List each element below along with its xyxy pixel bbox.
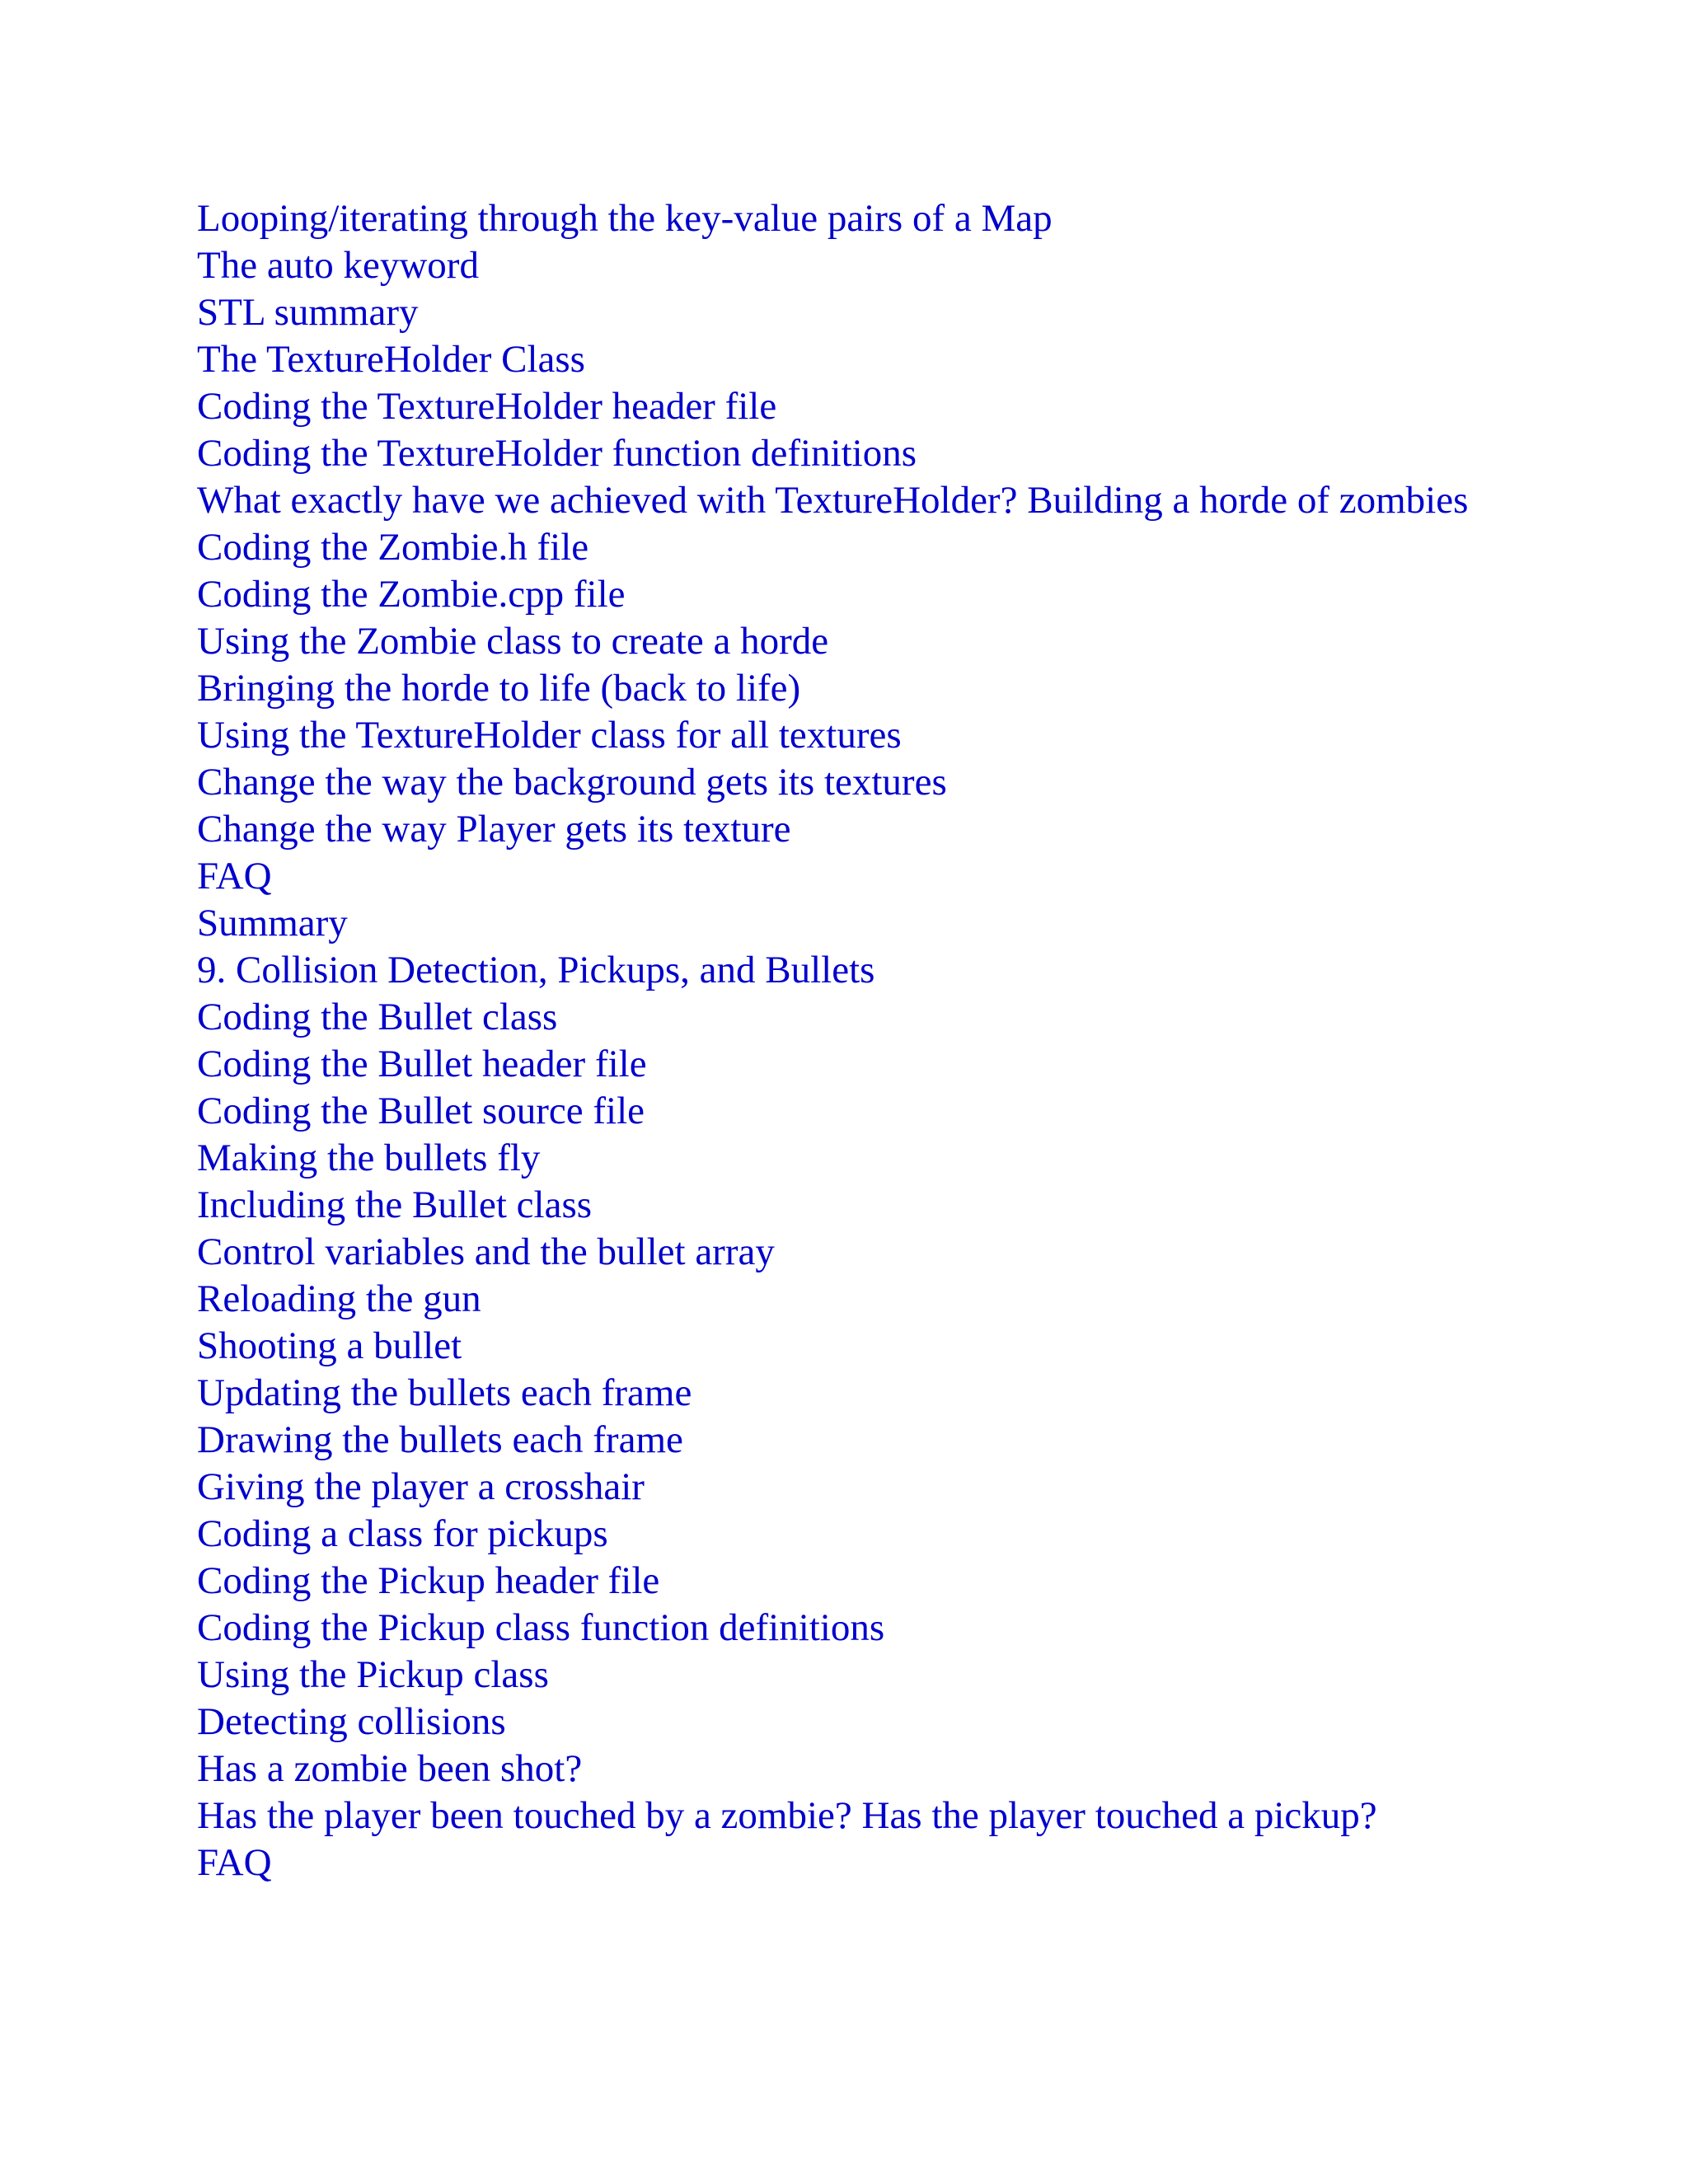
toc-link[interactable]: Coding the Bullet header file [197, 1043, 647, 1085]
toc-entry [197, 336, 1483, 383]
toc-entry [197, 1746, 1483, 1793]
toc-entry [197, 1840, 1483, 1886]
toc-entry [197, 1417, 1483, 1464]
toc-entry [197, 195, 1483, 242]
toc-link[interactable]: Summary [197, 902, 348, 944]
toc-link[interactable]: Including the Bullet class [197, 1183, 593, 1226]
toc-entry [197, 1088, 1483, 1135]
table-of-contents [197, 195, 1483, 1886]
toc-entry [197, 665, 1483, 712]
toc-link[interactable]: Using the Pickup class [197, 1653, 549, 1696]
toc-link[interactable]: Coding a class for pickups [197, 1512, 608, 1555]
toc-link[interactable]: Coding the TextureHolder function definitions [197, 432, 917, 475]
toc-entry [197, 900, 1483, 947]
toc-link[interactable]: The TextureHolder Class [197, 338, 585, 381]
toc-entry [197, 1793, 1483, 1840]
toc-link[interactable]: Change the way the background gets its textures [197, 761, 947, 804]
toc-entry [197, 289, 1483, 336]
toc-entry [197, 1135, 1483, 1182]
toc-link[interactable]: What exactly have we achieved with TextureHolder? Building a horde of zombies [197, 479, 1469, 522]
toc-entry [197, 1323, 1483, 1370]
toc-link[interactable]: Updating the bullets each frame [197, 1371, 692, 1414]
toc-link[interactable]: STL summary [197, 291, 419, 334]
toc-entry [197, 1652, 1483, 1699]
toc-link[interactable]: Control variables and the bullet array [197, 1230, 775, 1273]
toc-entry [197, 1041, 1483, 1088]
toc-link[interactable]: Coding the Pickup class function definitions [197, 1606, 885, 1649]
toc-entry [197, 806, 1483, 853]
toc-entry [197, 712, 1483, 759]
toc-entry [197, 618, 1483, 665]
toc-entry [197, 1511, 1483, 1558]
toc-entry [197, 1558, 1483, 1605]
toc-entry [197, 1229, 1483, 1276]
toc-link[interactable]: Drawing the bullets each frame [197, 1418, 683, 1461]
toc-link[interactable]: Coding the Bullet source file [197, 1090, 645, 1132]
toc-link[interactable]: FAQ [197, 1841, 272, 1884]
toc-entry [197, 759, 1483, 806]
toc-link[interactable]: Using the Zombie class to create a horde [197, 620, 829, 663]
toc-entry [197, 571, 1483, 618]
toc-link[interactable]: Coding the Pickup header file [197, 1559, 660, 1602]
toc-link[interactable]: Looping/iterating through the key-value pairs of a Map [197, 197, 1053, 240]
toc-link[interactable]: Has the player been touched by a zombie? Has the player touched a pickup? [197, 1794, 1377, 1837]
toc-link[interactable]: Coding the Zombie.h file [197, 526, 589, 569]
toc-link[interactable]: FAQ [197, 855, 272, 898]
toc-entry [197, 430, 1483, 477]
toc-entry [197, 383, 1483, 430]
toc-link[interactable]: Reloading the gun [197, 1277, 481, 1320]
toc-entry [197, 477, 1483, 524]
toc-link[interactable]: Detecting collisions [197, 1700, 506, 1743]
toc-entry [197, 524, 1483, 571]
toc-entry [197, 947, 1483, 994]
toc-entry [197, 1276, 1483, 1323]
toc-link[interactable]: Shooting a bullet [197, 1324, 462, 1367]
toc-link[interactable]: Change the way Player gets its texture [197, 808, 791, 851]
toc-link[interactable]: Has a zombie been shot? [197, 1747, 583, 1790]
toc-link[interactable]: The auto keyword [197, 244, 479, 287]
toc-entry [197, 994, 1483, 1041]
toc-link[interactable]: Coding the TextureHolder header file [197, 385, 777, 428]
toc-entry [197, 1182, 1483, 1229]
toc-link[interactable]: Bringing the horde to life (back to life) [197, 667, 801, 710]
toc-entry [197, 1699, 1483, 1746]
toc-entry [197, 1370, 1483, 1417]
toc-link[interactable]: 9. Collision Detection, Pickups, and Bullets [197, 949, 875, 991]
toc-link[interactable]: Making the bullets fly [197, 1137, 541, 1179]
toc-link[interactable]: Coding the Zombie.cpp file [197, 573, 626, 616]
toc-entry [197, 242, 1483, 289]
toc-link[interactable]: Using the TextureHolder class for all textures [197, 714, 902, 757]
toc-entry [197, 1464, 1483, 1511]
toc-link[interactable]: Giving the player a crosshair [197, 1465, 645, 1508]
toc-link[interactable]: Coding the Bullet class [197, 996, 558, 1038]
toc-entry [197, 853, 1483, 900]
toc-entry [197, 1605, 1483, 1652]
